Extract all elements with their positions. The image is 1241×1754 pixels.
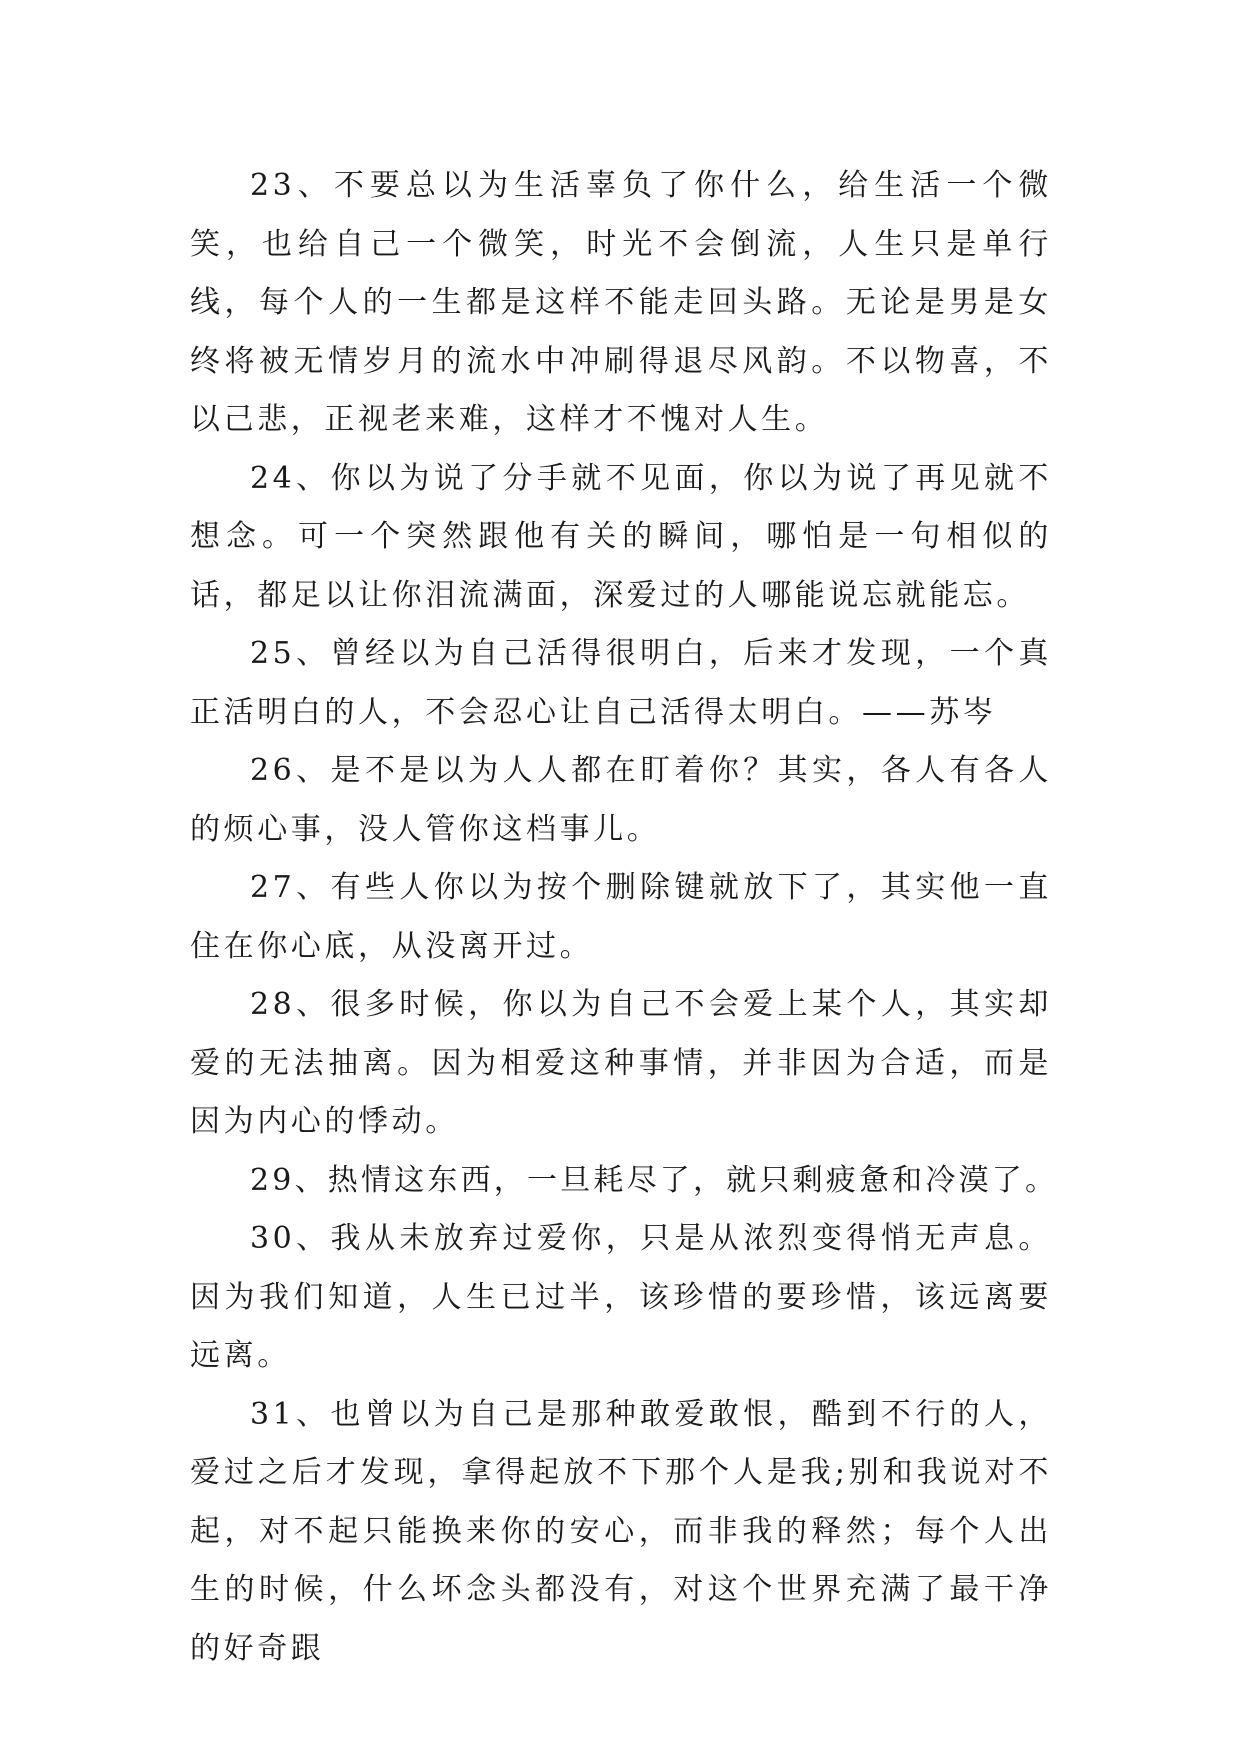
paragraph-31: 31、也曾以为自己是那种敢爱敢恨，酷到不行的人，爱过之后才发现，拿得起放不下那个人是我;别和我说对不起，对不起只能换来你的安心，而非我的释然；每个人出生的时候，什么坏念头都没有，对这个世界充满了最干净的好奇跟 xyxy=(190,1396,1052,1666)
paragraph-29: 29、热情这东西，一旦耗尽了，就只剩疲惫和冷漠了。 xyxy=(250,1162,1059,1198)
paragraph-26: 26、是不是以为人人都在盯着你？其实，各人有各人的烦心事，没人管你这档事儿。 xyxy=(190,753,1052,847)
paragraph-28: 28、很多时候，你以为自己不会爱上某个人，其实却爱的无法抽离。因为相爱这种事情，并非因为合适，而是因为内心的悸动。 xyxy=(190,987,1052,1139)
paragraph-27: 27、有些人你以为按个删除键就放下了，其实他一直住在你心底，从没离开过。 xyxy=(190,870,1052,964)
paragraph-23: 23、不要总以为生活辜负了你什么，给生活一个微笑，也给自己一个微笑，时光不会倒流，人生只是单行线，每个人的一生都是这样不能走回头路。无论是男是女终将被无情岁月的流水中冲刷得退尽风韵。不以物喜，不以己悲，正视老来难，这样才不愧对人生。 xyxy=(190,168,1052,437)
paragraph-25: 25、曾经以为自己活得很明白，后来才发现，一个真正活明白的人，不会忍心让自己活得太明白。——苏岑 xyxy=(190,636,1052,730)
paragraph-30: 30、我从未放弃过爱你，只是从浓烈变得悄无声息。因为我们知道，人生已过半，该珍惜的要珍惜，该远离要远离。 xyxy=(190,1221,1052,1373)
paragraph-24: 24、你以为说了分手就不见面，你以为说了再见就不想念。可一个突然跟他有关的瞬间，哪怕是一句相似的话，都足以让你泪流满面，深爱过的人哪能说忘就能忘。 xyxy=(190,460,1052,613)
document-body xyxy=(190,157,1059,1678)
